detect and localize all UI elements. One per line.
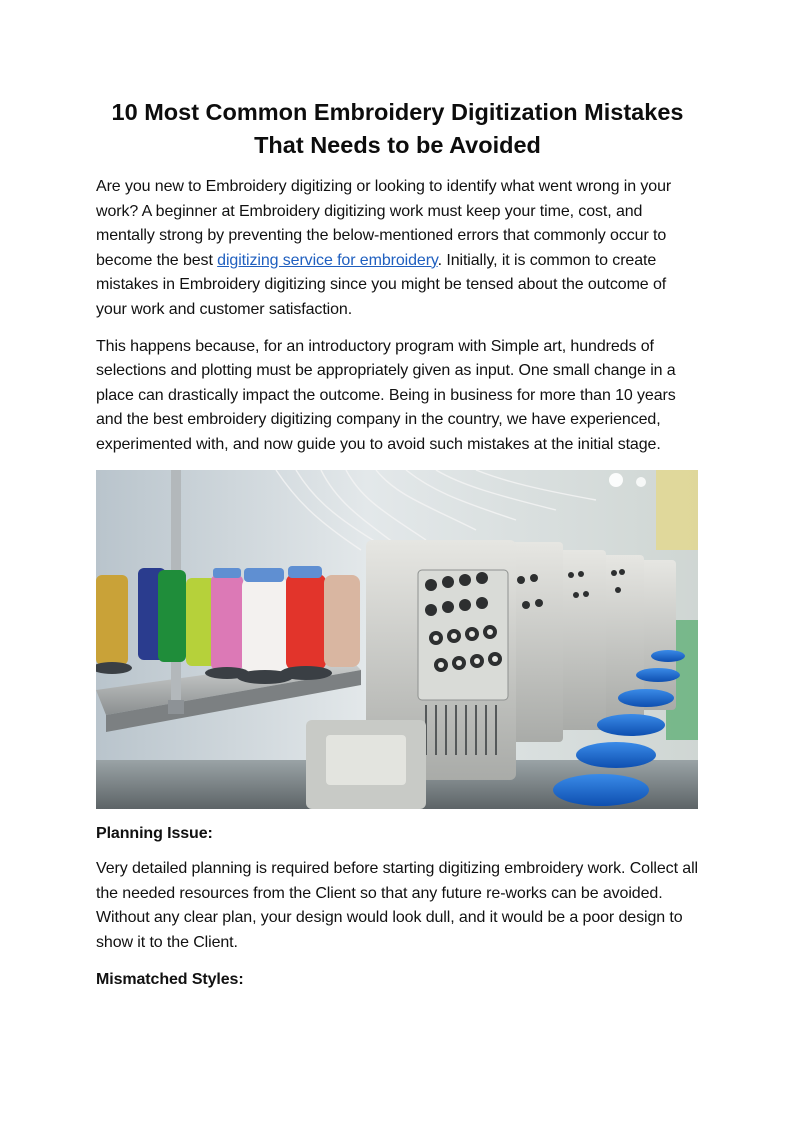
embroidery-machines-photo: [96, 470, 698, 809]
section-body-planning-issue: Very detailed planning is required before starting digitizing embroidery work. Collect all the needed resources from the Client so that any future re-works can be avoided. Without any clear plan, your design would look dull, and it would be a poor design to show it to the Client.: [96, 860, 698, 951]
intro-paragraph: [96, 175, 699, 323]
intro-text-before-link: Are you new to Embroidery digitizing or looking to identify what went wrong in your work? A beginner at Embroidery digitizing work must keep your time, cost, and mentally strong by preventing the below-mentioned errors that commonly occur to become the best: [96, 178, 672, 269]
title-line-1: 10 Most Common Embroidery Digitization Mistakes: [111, 99, 684, 125]
document-page: [96, 96, 699, 992]
intro-text-after-link: . Initially, it is common to create mistakes in Embroidery digitizing since you might be tensed about the outcome of your work and customer satisfaction.: [96, 251, 667, 318]
document-title: [96, 96, 699, 162]
title-line-2: That Needs to be Avoided: [254, 132, 541, 158]
digitizing-service-link[interactable]: digitizing service for embroidery: [217, 251, 438, 269]
body-paragraph-2: This happens because, for an introductory program with Simple art, hundreds of selections and plotting must be appropriately given as input. One small change in a place can drastically impact the outcome. Being in business for more than 10 years and the best embroidery digitizing company in the country, we have experienced, experimented with, and now guide you to avoid such mistakes at the initial stage.: [96, 337, 676, 453]
section-heading-planning-issue: Planning Issue:: [96, 824, 213, 842]
section-heading-mismatched-styles: Mismatched Styles:: [96, 970, 244, 988]
